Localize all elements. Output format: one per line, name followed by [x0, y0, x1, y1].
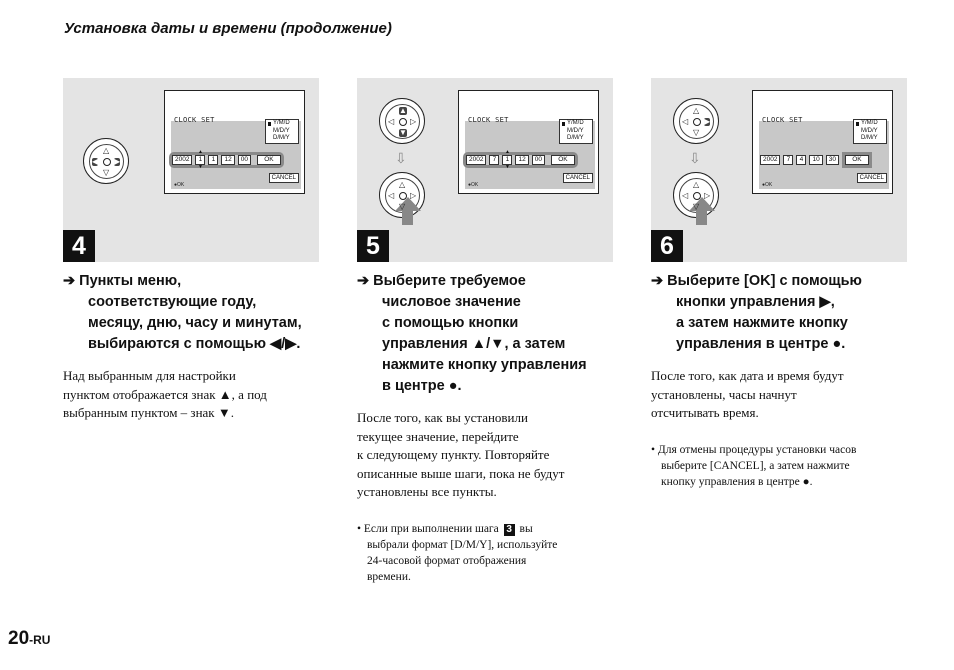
ok-button: OK: [845, 155, 869, 165]
day-cell: [502, 149, 512, 170]
format-option: M/D/Y: [567, 127, 584, 134]
step-5-heading: [357, 271, 637, 397]
date-time-row: [172, 149, 281, 170]
center-button-icon: [399, 192, 407, 200]
day-cell: 4: [796, 155, 806, 165]
arrow-left-icon: ◁: [682, 191, 689, 200]
clock-set-menu: [465, 116, 595, 189]
body-line: установлены, часы начнут: [651, 386, 797, 402]
page-number: [8, 628, 50, 650]
center-button-icon: [693, 192, 701, 200]
arrow-right-icon: ▷: [704, 191, 711, 200]
arrow-up-icon: △: [693, 180, 700, 189]
arrow-down-icon: ▼: [504, 164, 510, 170]
center-button-icon: [693, 118, 701, 126]
note-line: • Для отмены процедуры установки часов: [651, 444, 857, 456]
step-5-note: [357, 521, 627, 585]
clock-set-title: CLOCK SET: [174, 116, 215, 124]
step-5-illustration: [357, 78, 613, 262]
body-line: выбранным пунктом – знак ▼.: [63, 405, 234, 420]
page-number-value: 20: [8, 628, 30, 649]
minute-cell: 30: [826, 155, 839, 165]
date-time-row: [760, 155, 869, 165]
center-button-icon: [103, 158, 111, 166]
control-button-icon: [673, 98, 719, 144]
ok-hint: ●OK: [468, 182, 479, 188]
body-line: пунктом отображается знак ▲, а под: [63, 386, 267, 402]
cancel-button: CANCEL: [857, 173, 887, 183]
clock-set-title: CLOCK SET: [762, 116, 803, 124]
day-cell: 1: [208, 155, 218, 165]
down-arrow-icon: ⇩: [689, 150, 701, 166]
arrow-right-icon: ▷: [410, 191, 417, 200]
format-option: D/M/Y: [861, 135, 878, 141]
month-cell: [195, 149, 205, 170]
year-cell: 2002: [760, 155, 780, 165]
step-4-heading: [63, 271, 343, 355]
arrow-down-icon: ▽: [399, 202, 406, 211]
format-option: Y/M/D: [854, 120, 886, 128]
ok-hint: ●OK: [174, 182, 185, 188]
step-number: 5: [357, 230, 389, 262]
step-6-body: [651, 367, 931, 423]
control-button-icon: [379, 98, 425, 144]
arrow-down-icon: ▽: [693, 202, 700, 211]
step-number: 4: [63, 230, 95, 262]
format-option: D/M/Y: [273, 135, 290, 141]
arrow-up-icon: △: [103, 146, 110, 155]
heading-line: нажмите кнопку управления: [382, 357, 587, 373]
arrow-up-icon: △: [693, 106, 700, 115]
arrow-down-icon: ▼: [399, 128, 407, 137]
step-5-body: [357, 409, 627, 502]
arrow-right-icon: ▶: [114, 157, 121, 166]
heading-line: ➔ Выберите [OK] с помощью: [651, 273, 862, 289]
page-title: Установка даты и времени (продолжение): [64, 20, 392, 37]
minute-cell: 00: [532, 155, 545, 165]
arrow-left-icon: ◀: [92, 157, 99, 166]
body-line: текущее значение, перейдите: [357, 428, 519, 444]
month-cell: 7: [783, 155, 793, 165]
heading-line: выбираются с помощью ◀/▶.: [88, 336, 301, 352]
year-cell: 2002: [466, 155, 486, 165]
note-line: кнопку управления в центре ●.: [661, 476, 813, 488]
control-button-icon: [83, 138, 129, 184]
date-time-row: [466, 149, 575, 170]
body-line: описанные выше шаги, пока не будут: [357, 465, 565, 481]
note-line: выбрали формат [D/M/Y], используйте: [367, 539, 558, 551]
body-line: После того, как дата и время будут: [651, 368, 844, 383]
heading-line: управления ▲/▼, а затем: [382, 336, 566, 352]
note-text: • Если при выполнении шага: [357, 523, 499, 535]
ok-hint: ●OK: [762, 182, 773, 188]
minute-cell: 00: [238, 155, 251, 165]
year-cell: 2002: [172, 155, 192, 165]
step-4-illustration: [63, 78, 319, 262]
step-6-note: [651, 442, 941, 490]
clock-set-menu: [759, 116, 889, 189]
heading-line: числовое значение: [382, 294, 521, 310]
arrow-up-icon: ▲: [504, 149, 510, 155]
arrow-up-icon: △: [399, 180, 406, 189]
arrow-down-icon: ▼: [197, 164, 203, 170]
ok-button: OK: [257, 155, 281, 165]
format-option: M/D/Y: [273, 127, 290, 134]
heading-line: месяцу, дню, часу и минутам,: [88, 315, 302, 331]
page-language-suffix: -RU: [29, 633, 51, 647]
lcd-screen: [752, 90, 893, 194]
arrow-left-icon: ◁: [388, 191, 395, 200]
heading-line: управления в центре ●.: [676, 336, 846, 352]
body-line: После того, как вы установили: [357, 410, 528, 425]
heading-line: в центре ●.: [382, 378, 462, 394]
month-cell: 7: [489, 155, 499, 165]
heading-line: с помощью кнопки: [382, 315, 519, 331]
note-line: 24-часовой формат отображения: [367, 555, 527, 567]
step-6-heading: [651, 271, 941, 355]
format-option: Y/M/D: [560, 120, 592, 128]
heading-line: ➔ Пункты меню,: [63, 273, 182, 289]
down-arrow-icon: ⇩: [395, 150, 407, 166]
note-line: времени.: [367, 571, 411, 583]
arrow-up-icon: ▲: [399, 106, 407, 115]
note-line: [357, 521, 627, 537]
arrow-up-icon: ▲: [197, 149, 203, 155]
day-value: 1: [505, 156, 510, 163]
date-format-list: [265, 119, 299, 144]
heading-line: соответствующие году,: [88, 294, 257, 310]
ok-button: OK: [551, 155, 575, 165]
body-line: Над выбранным для настройки: [63, 368, 236, 383]
arrow-left-icon: ◁: [388, 117, 395, 126]
arrow-right-icon: ▷: [410, 117, 417, 126]
step-6-illustration: [651, 78, 907, 262]
step-4-body: [63, 367, 333, 423]
heading-line: ➔ Выберите требуемое: [357, 273, 526, 289]
body-line: к следующему пункту. Повторяйте: [357, 447, 550, 462]
note-line: выберите [CANCEL], а затем нажмите: [661, 460, 850, 472]
lcd-screen: [458, 90, 599, 194]
hour-cell: 12: [221, 155, 234, 165]
press-arrow-stem: [696, 211, 707, 225]
clock-set-menu: [171, 116, 301, 189]
date-format-list: [559, 119, 593, 144]
cancel-button: CANCEL: [563, 173, 593, 183]
body-line: отсчитывать время.: [651, 405, 759, 420]
arrow-down-icon: ▽: [103, 168, 110, 177]
format-option: M/D/Y: [861, 127, 878, 134]
heading-line: кнопки управления ▶,: [676, 294, 835, 310]
body-line: установлены все пункты.: [357, 484, 497, 499]
cancel-button: CANCEL: [269, 173, 299, 183]
hour-cell: 12: [515, 155, 528, 165]
step-number: 6: [651, 230, 683, 262]
arrow-left-icon: ◁: [682, 117, 689, 126]
lcd-screen: [164, 90, 305, 194]
arrow-down-icon: ▽: [693, 128, 700, 137]
format-option: D/M/Y: [567, 135, 584, 141]
press-arrow-stem: [402, 211, 413, 225]
note-text: вы: [519, 523, 533, 535]
hour-cell: 10: [809, 155, 822, 165]
clock-set-title: CLOCK SET: [468, 116, 509, 124]
arrow-right-icon: ▶: [704, 117, 711, 126]
center-button-icon: [399, 118, 407, 126]
step-ref-badge: 3: [504, 524, 515, 536]
month-value: 1: [198, 156, 203, 163]
format-option: Y/M/D: [266, 120, 298, 128]
date-format-list: [853, 119, 887, 144]
heading-line: а затем нажмите кнопку: [676, 315, 848, 331]
